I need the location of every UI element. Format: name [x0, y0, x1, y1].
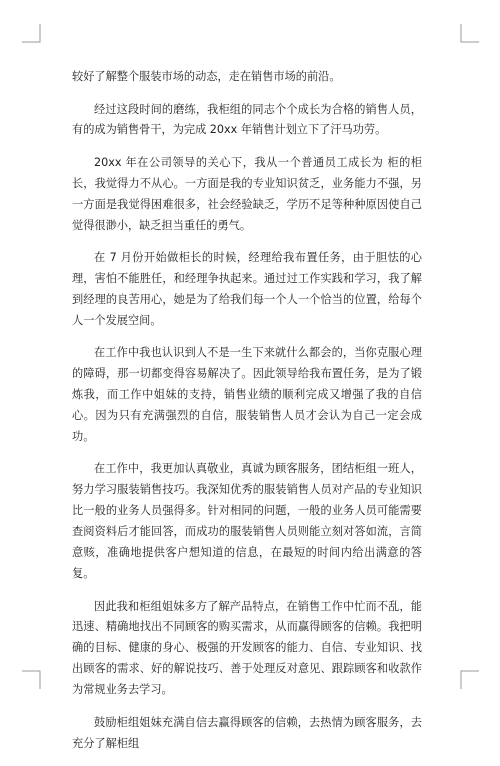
crop-mark-bottom-right	[455, 665, 479, 689]
paragraph-2: 经过这段时间的磨练，我柜组的同志个个成长为合格的销售人员，有的成为销售骨干，为完成 20xx 年销售计划立下了汗马功劳。	[72, 102, 422, 137]
paragraph-7: 因此我和柜组姐妹多方了解产品特点，在销售工作中忙而不乱，能迅速、精确地找出不同顾客的购买需求，从而赢得顾客的信赖。我把明确的目标、健康的身心、极强的开发顾客的能力、自信、专业知识、找出顾客的需求、好的解说技巧、善于处理反对意见、跟踪顾客和收款作为常规业务去学习。	[72, 599, 422, 697]
paragraph-1: 较好了解整个服装市场的动态，走在销售市场的前沿。	[72, 70, 341, 83]
crop-mark-bottom-left	[22, 665, 46, 689]
paragraph-8: 鼓励柜组姐妹充满自信去赢得顾客的信赖，去热情为顾客服务，去充分了解柜组	[72, 715, 422, 750]
paragraph-3: 20xx 年在公司领导的关心下，我从一个普通员工成长为 柜的柜长，我觉得力不从心。一方面是我的专业知识贫乏，业务能力不强，另一方面是我觉得困难很多，社会经验缺乏，学历不足等种种原因使自己觉得很渺小，缺乏担当重任的勇气。	[72, 155, 422, 232]
paragraph-4: 在 7 月份开始做柜长的时候，经理给我布置任务，由于胆怯的心理，害怕不能胜任，和经理争执起来。通过过工作实践和学习，我了解到经理的良苦用心，她是为了给我们每一个人一个恰当的位置，给每个人一个发展空间。	[72, 251, 422, 327]
paragraph-5: 在工作中我也认识到人不是一生下来就什么都会的，当你克服心理的障碍，那一切都变得容易解决了。因此领导给我布置任务，是为了锻炼我，而工作中姐妹的支持，销售业绩的顺利完成又增强了我的自信心。因为只有充满强烈的自信，服装销售人员才会认为自己一定会成功。	[72, 346, 422, 443]
document-body	[72, 67, 422, 766]
crop-mark-top-right	[455, 24, 479, 48]
paragraph-6: 在工作中，我更加认真敬业，真诚为顾客服务，团结柜组一班人，努力学习服装销售技巧。我深知优秀的服装销售人员对产品的专业知识比一般的业务人员强得多。针对相同的问题，一般的业务人员可能需要查阅资料后才能回答，而成功的服装销售人员则能立刻对答如流，言简意赅，准确地提供客户想知道的信息，在最短的时间内给出满意的答复。	[72, 462, 422, 580]
crop-mark-top-left	[22, 24, 46, 48]
